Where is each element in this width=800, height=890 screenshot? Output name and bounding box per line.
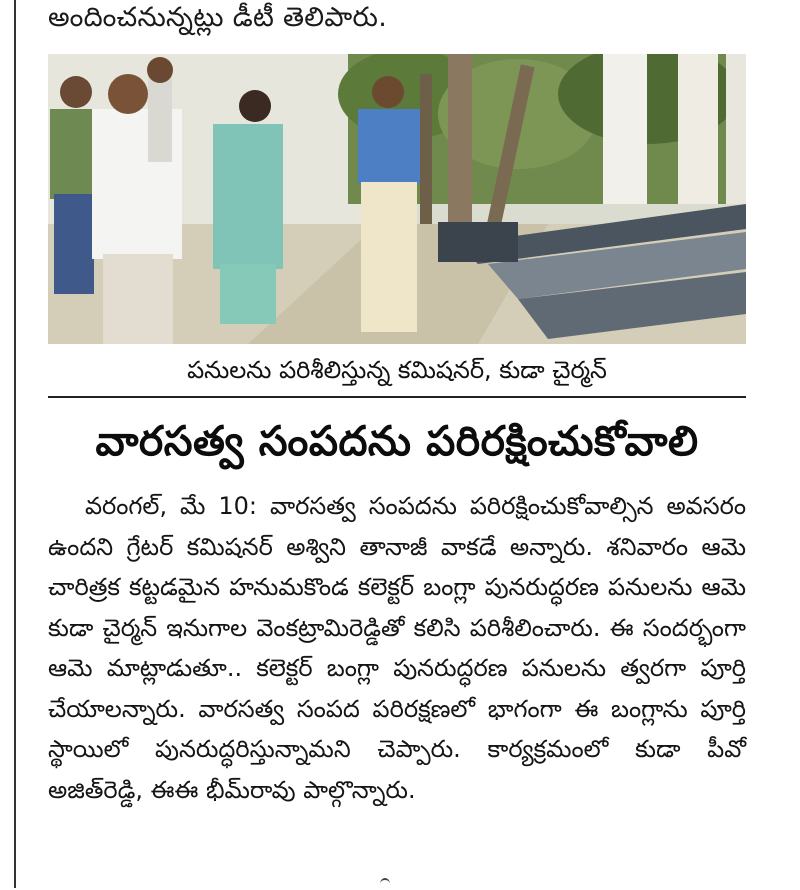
article-body [48,486,746,810]
caption-divider [48,396,746,398]
article-body-text: వారసత్వ సంపదను పరిరక్షించుకోవాల్సిన అవసరం ఉందని గ్రేటర్ కమిషనర్ అశ్విని తానాజీ వాకడే అన్నారు. శనివారం ఆమె చారిత్రక కట్టడమైన హనుమకొండ కలెక్టర్ బంగ్లా పునరుద్ధరణ పనులను ఆమె కుడా చైర్మన్ ఇనుగాల వెంకట్రామిరెడ్డితో కలిసి పరిశీలించారు. ఈ సందర్భంగా ఆమె మాట్లాడుతూ.. కలెక్టర్ బంగ్లా పునరుద్ధరణ పనులను త్వరగా పూర్తి చేయాలన్నారు. వారసత్వ సంపద పరిరక్షణలో భాగంగా ఈ బంగ్లాను పూర్తి స్థాయిలో పునరుద్ధరిస్తున్నామని చెప్పారు. కార్యక్రమంలో కుడా పీవో అజిత్‌రెడ్డి, ఈఈ భీమ్‌రావు పాల్గొన్నారు. [48,492,746,804]
column-rule [14,0,16,888]
article-dateline: వరంగల్, మే 10: [84,492,270,520]
news-photo [48,54,746,344]
article-headline: వారసత్వ సంపదను పరిరక్షించుకోవాలి [95,417,699,465]
previous-article-last-line: అందించనున్నట్లు డీటీ తెలిపారు. [48,2,388,33]
photo-caption: పనులను పరిశీలిస్తున్న కమిషనర్, కుడా చైర్మన్ [187,356,607,384]
next-column-mark [380,878,390,890]
